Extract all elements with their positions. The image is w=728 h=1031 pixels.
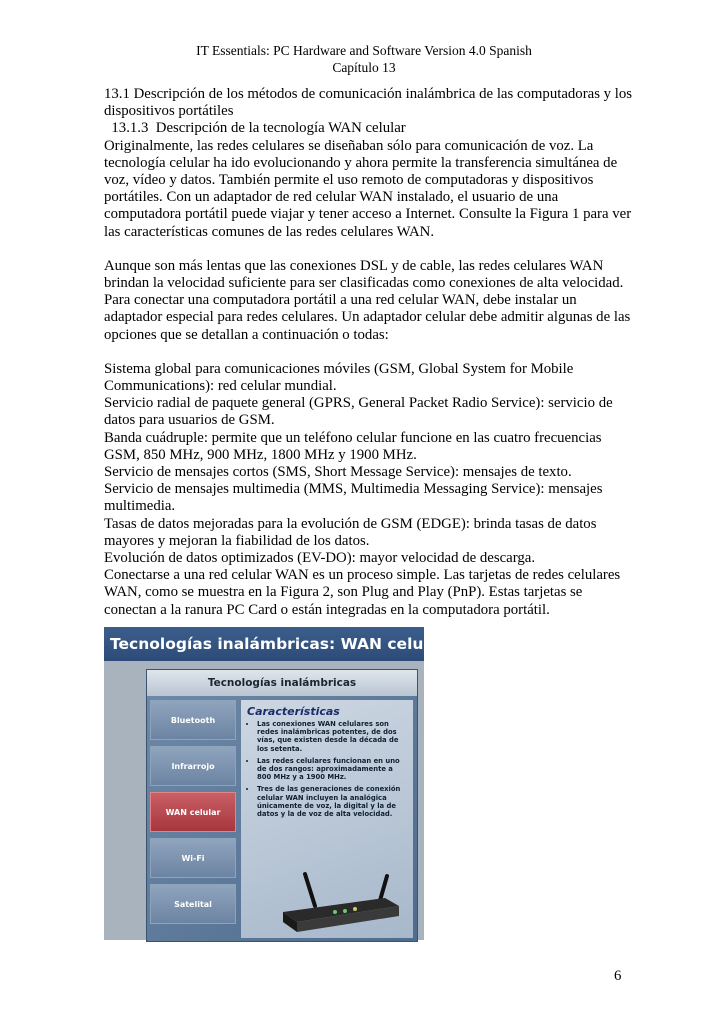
list-item: Evolución de datos optimizados (EV-DO): mayor velocidad de descarga. [104,550,536,567]
list-item: Servicio de mensajes multimedia (MMS, Multimedia Messaging Service): mensajes multimedia. [104,481,603,515]
figure-wireless-wan [104,627,467,940]
paragraph: Conectarse a una red celular WAN es un proceso simple. Las tarjetas de redes celulares WAN, como se muestra en la Figura 2, son Plug and Play (PnP). Estas tarjetas se conectan a la ranura PC Card o están integradas en la computadora portátil. [104,567,621,618]
tech-item-bluetooth: Bluetooth [150,700,236,740]
characteristic-item: • Tres de las generaciones de conexión celular WAN incluyen la analógica únicamente de voz, la digital y la de datos y la de voz de alta velocidad. [257,785,409,818]
paragraph: Aunque son más lentas que las conexiones DSL y de cable, las redes celulares WAN brindan la velocidad suficiente para ser clasificadas como conexiones de alta velocidad. Para conectar una computadora portátil a una red celular WAN, debe instalar un adaptador especial para redes celulares. Un adaptador celular debe admitir algunas de las opciones que se detallan a continuación o todas: [104,257,631,343]
chapter-title: Capítulo 13 [332,60,396,75]
page-number: 6 [614,968,622,984]
tech-item-cellular-wan: WAN celular [150,792,236,832]
figure-panel [146,669,418,942]
list-item: Tasas de datos mejoradas para la evolución de GSM (EDGE): brinda tasas de datos mayores y mejoran la fiabilidad de los datos. [104,515,597,549]
figure-banner: Tecnologías inalámbricas: WAN celulares [104,627,424,661]
cellular-router-image [275,872,401,934]
section-heading: 13.1 Descripción de los métodos de comunicación inalámbrica de las computadoras y los dispositivos portátiles [104,86,633,120]
list-item: Banda cuádruple: permite que un teléfono celular funcione en las cuatro frecuencias GSM, 850 MHz, 900 MHz, 1800 MHz y 1900 MHz. [104,429,602,463]
document-header: IT Essentials: PC Hardware and Software Version 4.0 Spanish [196,43,532,58]
tech-item-satellite: Satelital [150,884,236,924]
characteristic-item: • Las redes celulares funcionan en uno de dos rangos: aproximadamente a 800 MHz y a 1900 MHz. [257,757,409,782]
technology-list [150,700,236,930]
list-item: Servicio de mensajes cortos (SMS, Short Message Service): mensajes de texto. [104,464,572,481]
characteristics-list [241,720,413,818]
characteristics-box [241,700,413,938]
subsection-heading: 13.1.3 Descripción de la tecnología WAN celular [104,120,406,137]
characteristic-item: • Las conexiones WAN celulares son redes inalámbricas potentes, de dos vías, que existen desde la década de los setenta. [257,720,409,753]
tech-item-infrared: Infrarrojo [150,746,236,786]
characteristics-title: Características [247,705,340,718]
list-item: Servicio radial de paquete general (GPRS, General Packet Radio Service): servicio de datos para usuarios de GSM. [104,395,613,429]
list-item: Sistema global para comunicaciones móviles (GSM, Global System for Mobile Communications): red celular mundial. [104,360,574,395]
paragraph: Originalmente, las redes celulares se diseñaban sólo para comunicación de voz. La tecnología celular ha ido evolucionando y ahora permite la transferencia simultánea de voz, vídeo y datos. También permite el uso remoto de computadoras y dispositivos portátiles. Con un adaptador de red celular WAN instalado, el usuario de una computadora portátil puede viajar y tener acceso a Internet. Consulte la Figura 1 para ver las características comunes de las redes celulares WAN. [104,137,632,240]
tech-item-wifi: Wi-Fi [150,838,236,878]
panel-title: Tecnologías inalámbricas [147,670,417,696]
body-text [104,86,634,619]
